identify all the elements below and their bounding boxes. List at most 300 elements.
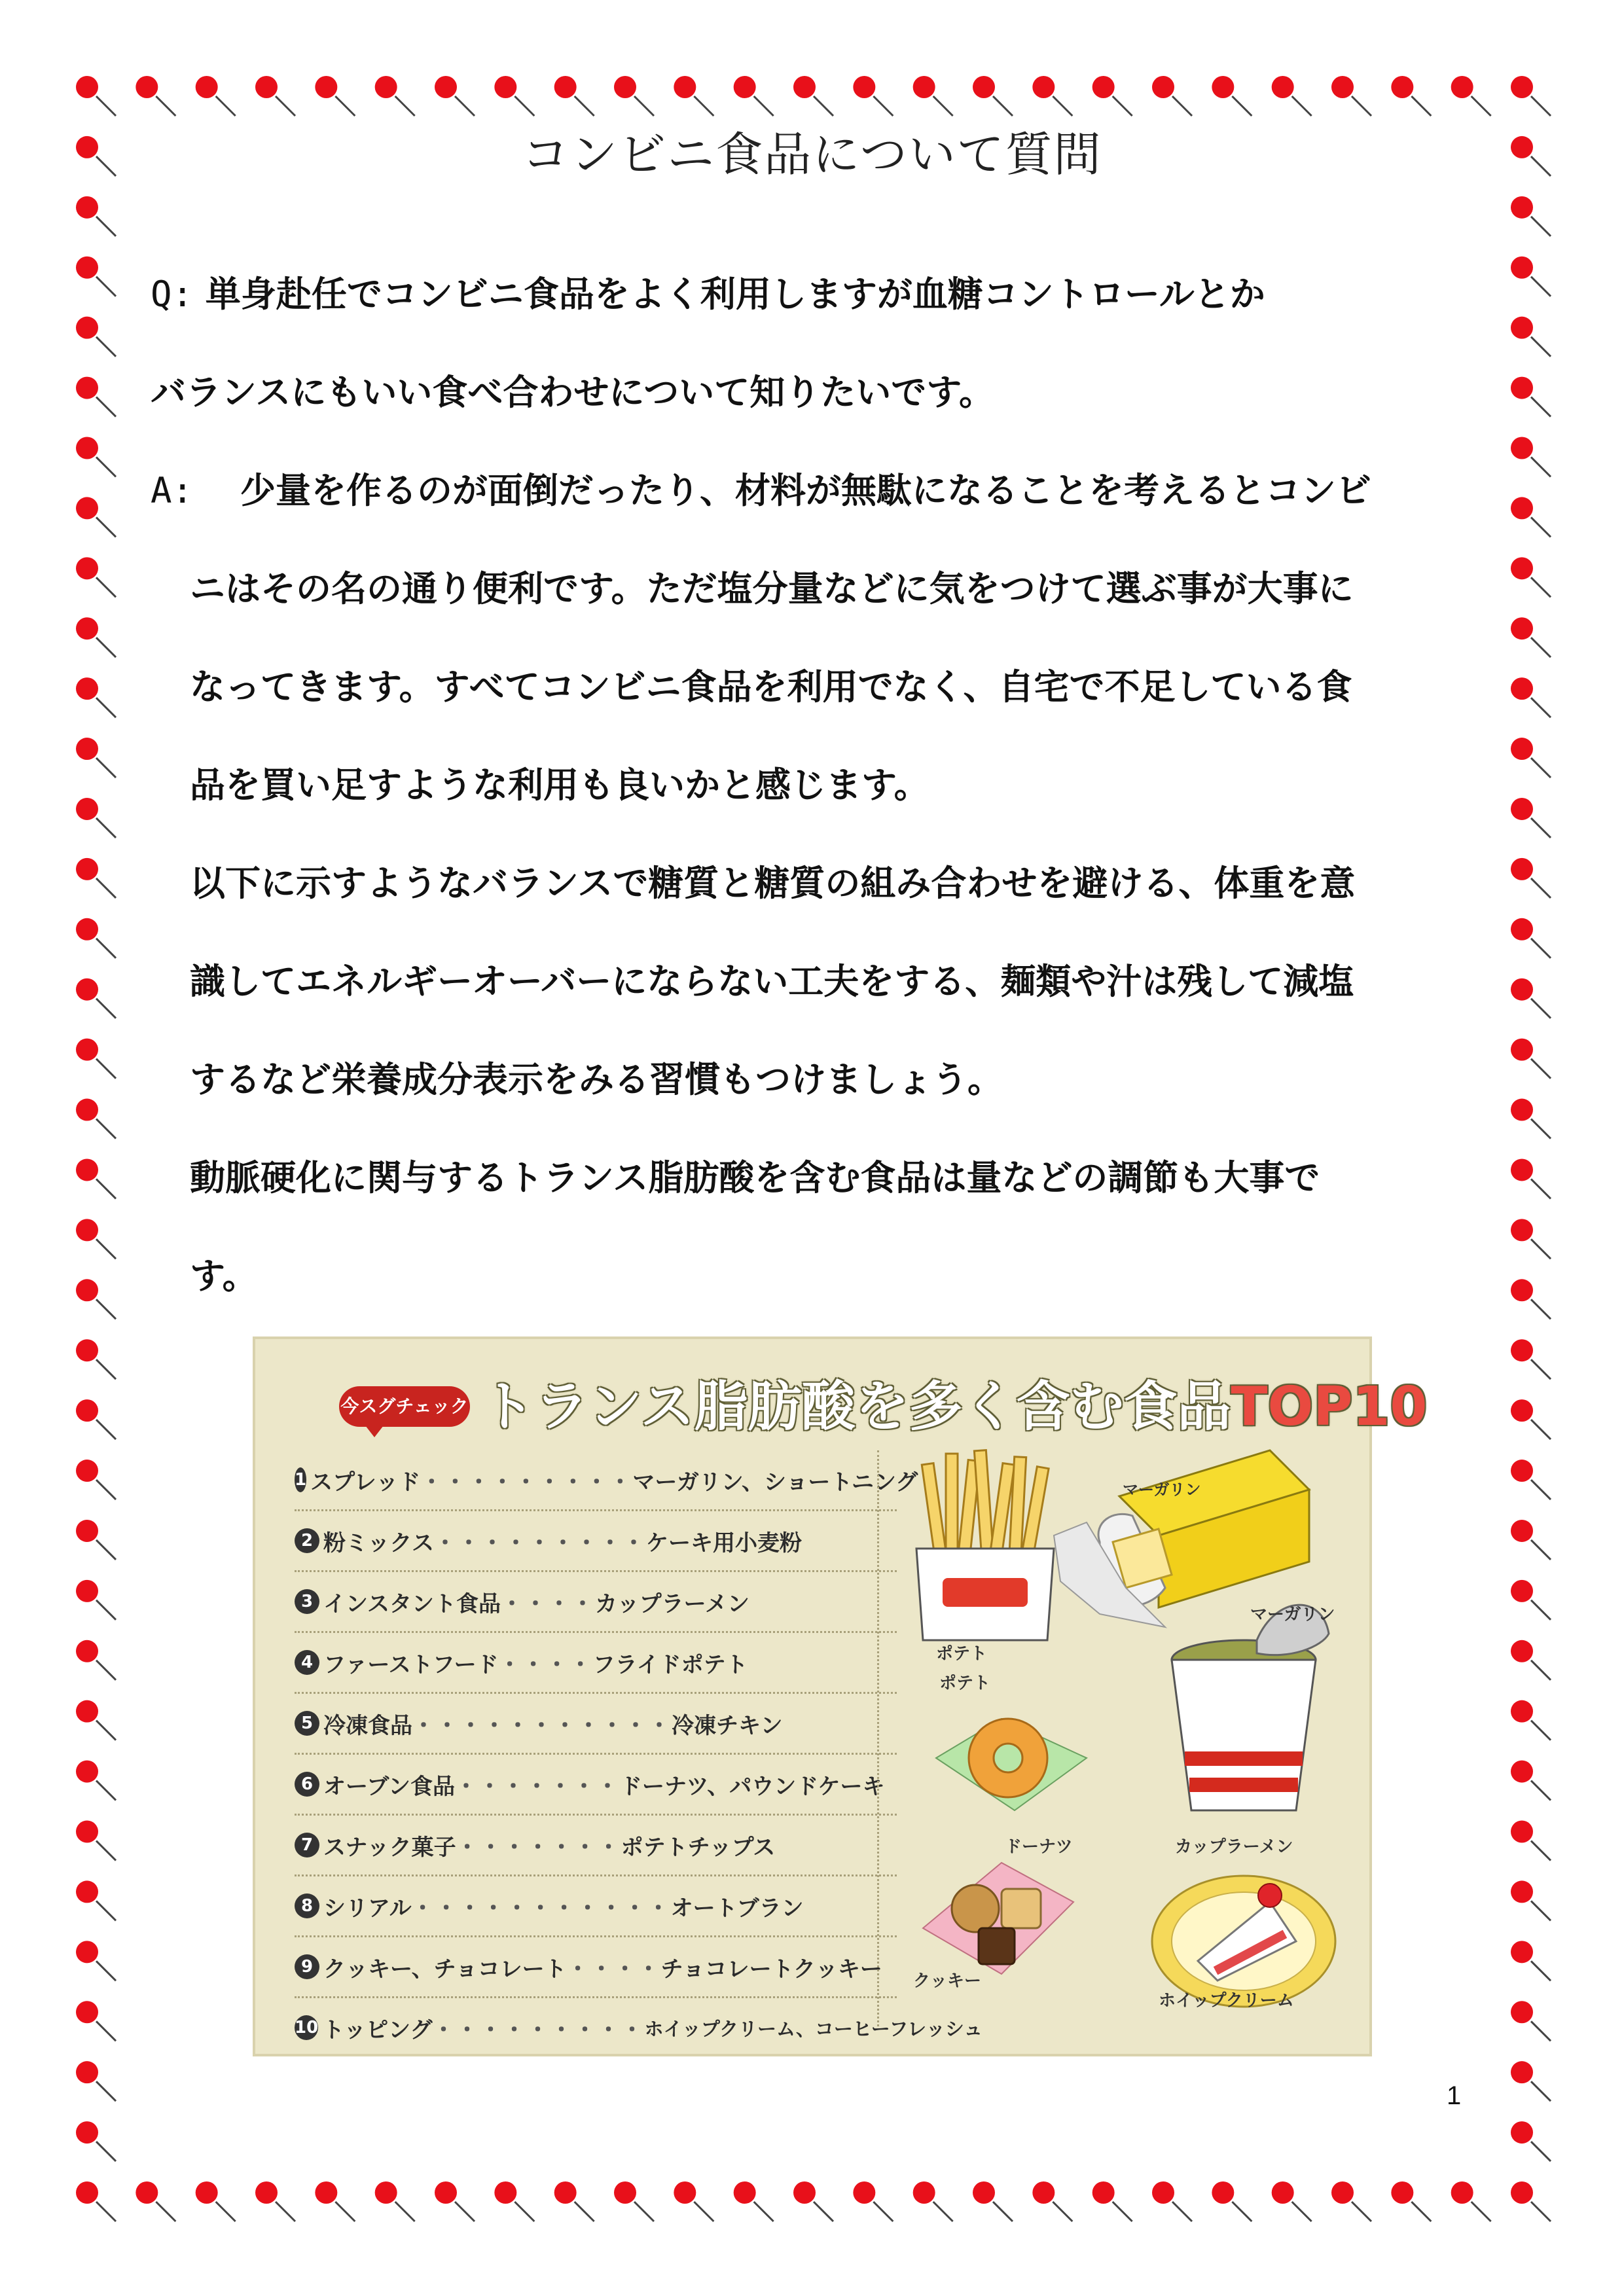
border-dot [76,377,98,399]
border-dash [1531,217,1551,236]
ranking-row [295,1755,897,1816]
border-dash [96,1059,116,1079]
border-dash [1411,96,1431,116]
border-dot [76,2061,98,2083]
ranking-row [295,1876,897,1937]
border-dot [913,2181,935,2204]
border-dot [76,617,98,639]
border-dash [1531,517,1551,537]
border-dot [76,1941,98,1963]
border-dash [1352,96,1371,116]
border-dash [96,999,116,1018]
border-dot [1511,196,1533,219]
border-dot [76,1158,98,1181]
rank-foods: フライドポテト [592,1651,748,1678]
border-dot [853,2181,875,2204]
rank-foods: ポテトチップス [621,1834,776,1861]
border-dash [1531,397,1551,417]
border-dot [1511,1520,1533,1542]
border-dash [216,2202,236,2221]
trans-fat-infographic [253,1336,1428,2056]
border-dash [1531,1600,1551,1620]
border-dot [1212,2181,1234,2204]
border-dot [135,2181,158,2204]
rank-category: トッピング [322,2017,433,2043]
border-dash [96,818,116,838]
answer-text-6: 識してエネルギーオーバーにならない工夫をする、麺類や汁は残して減塩 [190,961,1354,1002]
border-dot [1511,557,1533,579]
rank-category: インスタント食品 [323,1590,501,1617]
border-dot [793,2181,816,2204]
border-dot [734,2181,756,2204]
border-dash [276,2202,295,2221]
border-dot [76,1039,98,1061]
border-dash [1531,1961,1551,1981]
border-dash [1531,96,1551,116]
border-dash [754,2202,774,2221]
border-dot [1511,1279,1533,1301]
rank-number: 7 [295,1833,319,1857]
rank-number: 3 [295,1589,319,1614]
border-dash [634,2202,654,2221]
border-dash [1531,1059,1551,1079]
border-dash [1531,2142,1551,2161]
border-dash [96,457,116,476]
border-dash [1531,1721,1551,1740]
border-dash [1531,878,1551,898]
ranking-list [295,1450,983,2057]
answer-text-5: 以下に示すようなバランスで糖質と糖質の組み合わせを避ける、体重を意 [190,863,1356,904]
ranking-row [295,1998,983,2057]
answer-text-1: 少量を作るのが面倒だったり、材料が無駄になることを考えるとコンビ [240,470,1372,511]
border-dash [156,96,175,116]
border-dash [1053,96,1072,116]
border-dot [76,1099,98,1121]
question-text-1: 単身赴任でコンビニ食品をよく利用しますが血糖コントロールとか [205,274,1265,315]
rank-category: 粉ミックス [323,1530,434,1556]
border-dash [1352,2202,1371,2221]
border-dash [276,96,295,116]
border-dot [1511,1700,1533,1723]
border-dash [96,1299,116,1319]
border-dash [96,217,116,236]
rank-category: スナック菓子 [323,1834,456,1861]
border-dash [96,1480,116,1499]
border-dash [96,1961,116,1981]
border-dot [1511,1099,1533,1121]
rank-leader: ・・・・・・・・・ [433,1530,646,1556]
border-dash [1292,96,1312,116]
border-dot [76,1821,98,1843]
border-dash [96,698,116,717]
rank-number: 9 [295,1954,319,1979]
border-dash [96,1841,116,1861]
border-dot [913,76,935,98]
border-dot [76,196,98,219]
border-dash [96,2021,116,2041]
border-dot [1092,2181,1115,2204]
border-dot [674,2181,696,2204]
infographic-title [481,1364,1427,1441]
border-dash [96,878,116,898]
border-dash [1531,1239,1551,1259]
rank-number: 2 [295,1528,319,1553]
border-dash [575,2202,594,2221]
rank-foods: 冷凍チキン [672,1712,783,1739]
question-text-2: バランスにもいい食べ合わせについて知りたいです。 [151,372,994,413]
border-dash [1113,96,1132,116]
border-dash [335,96,355,116]
border-dash [395,96,415,116]
border-dot [1511,798,1533,820]
border-dash [1531,1480,1551,1499]
border-dot [1511,2181,1533,2204]
rank-number: 5 [295,1711,319,1736]
rank-foods: オートブラン [670,1895,804,1922]
ranking-row [295,1816,897,1876]
caption-potato-bag: ポテト [936,1644,988,1664]
border-dot [1511,1580,1533,1602]
border-dot [1152,2181,1174,2204]
ranking-row [295,1633,897,1694]
border-dot [76,978,98,1001]
rank-foods: ホイップクリーム、コーヒーフレッシュ [644,2017,983,2040]
border-dot [1152,76,1174,98]
border-dot [1451,76,1473,98]
border-dash [1531,2021,1551,2041]
border-dot [76,2001,98,2023]
border-dash [96,1239,116,1259]
border-dot [1511,738,1533,760]
rank-foods: カップラーメン [594,1590,749,1617]
donut-illustration [936,1719,1087,1810]
rank-leader: ・・・・・・・・・ [420,1469,633,1496]
border-dot [1451,2181,1473,2204]
answer-text-4: 品を買い足すような利用も良いかと感じます。 [190,764,929,806]
border-dot [1032,76,1055,98]
border-dash [96,337,116,357]
border-dash [96,577,116,597]
border-dash [1531,758,1551,778]
border-dot [196,2181,218,2204]
border-dash [1053,2202,1072,2221]
border-dash [96,1781,116,1801]
rank-category: シリアル [323,1895,412,1922]
rank-leader: ・・・・ [498,1651,593,1678]
border-dash [1531,1299,1551,1319]
rank-leader: ・・・・ [500,1590,595,1617]
border-dash [96,277,116,296]
answer-text-8: 動脈硬化に関与するトランス脂肪酸を含む食品は量などの調節も大事で [190,1157,1320,1198]
rank-number: 4 [295,1650,319,1675]
border-dot [494,2181,516,2204]
border-dash [873,2202,893,2221]
border-dot [435,2181,457,2204]
border-dot [1272,76,1294,98]
rank-foods: ケーキ用小麦粉 [645,1530,802,1556]
border-dot [76,1339,98,1361]
border-dot [76,1460,98,1482]
border-dot [76,317,98,339]
fries-illustration [916,1450,1054,1640]
border-dash [694,96,713,116]
border-dash [754,96,774,116]
rank-category: クッキー、チョコレート [323,1956,567,1982]
border-dash [694,2202,713,2221]
rank-leader: ・・・・・・・ [456,1834,621,1861]
border-dot [1331,2181,1354,2204]
rank-number: 10 [295,2015,318,2040]
border-dot [375,76,397,98]
rank-category: 冷凍食品 [323,1712,412,1739]
caption-margarine: マーガリン [1250,1605,1335,1624]
rank-foods: チョコレートクッキー [660,1956,882,1982]
check-now-badge: 今スグチェック [339,1386,470,1427]
border-dot [1511,858,1533,880]
border-dot [76,1399,98,1422]
ranking-row [295,1450,918,1511]
border-dash [993,2202,1013,2221]
border-dash [96,2142,116,2161]
border-dash [96,2081,116,2101]
border-dash [1471,96,1491,116]
border-dash [1471,2202,1491,2221]
border-dot [1511,918,1533,941]
page-title: コンビニ食品について質問 [522,127,1102,182]
border-dash [1531,1841,1551,1861]
border-dash [455,96,475,116]
border-dot [76,1640,98,1662]
border-dash [1531,337,1551,357]
border-dot [674,76,696,98]
border-dot [1511,317,1533,339]
border-dot [1511,978,1533,1001]
border-dash [1531,1119,1551,1139]
rank-category: オーブン食品 [323,1773,455,1800]
border-dot [1032,2181,1055,2204]
border-dot [435,76,457,98]
border-dot [76,1700,98,1723]
border-dash [1531,1901,1551,1920]
border-dot [973,2181,995,2204]
border-dot [1511,1761,1533,1783]
border-dot [1511,1158,1533,1181]
border-dash [933,2202,953,2221]
border-dot [1511,1821,1533,1843]
border-dot [76,437,98,459]
border-dash [814,2202,833,2221]
border-dash [514,96,534,116]
border-dot [76,918,98,941]
cookies-illustration [923,1863,1074,1974]
border-dash [1531,1179,1551,1198]
answer-text-2: ニはその名の通り便利です。ただ塩分量などに気をつけて選ぶ事が大事に [190,568,1354,609]
border-dot [76,257,98,279]
border-dash [96,1179,116,1198]
rank-leader: ・・・・・・・ [454,1773,620,1800]
border-dash [96,1359,116,1379]
border-dash [96,939,116,958]
border-dot [734,76,756,98]
border-dot [255,2181,278,2204]
caption-potato: ポテト [939,1674,991,1693]
border-dot [1511,1219,1533,1241]
border-dash [1531,1540,1551,1560]
border-dash [933,96,953,116]
ranking-row [295,1937,897,1998]
border-dash [1531,1660,1551,1680]
border-dash [96,1901,116,1920]
border-dot [76,1761,98,1783]
rank-leader: ・・・・・・・・・・・ [411,1895,671,1922]
border-dash [1531,1781,1551,1801]
answer-text-7: するなど栄養成分表示をみる習慣もつけましょう。 [190,1059,1003,1100]
cup-ramen-illustration [1172,1605,1329,1810]
border-dot [76,677,98,700]
border-dot [315,76,337,98]
border-dot [76,858,98,880]
border-dot [255,76,278,98]
border-dash [395,2202,415,2221]
border-dot [76,798,98,820]
rank-number: 8 [295,1893,319,1918]
border-dot [315,2181,337,2204]
border-dash [455,2202,475,2221]
ranking-row [295,1572,897,1633]
border-dot [1511,1339,1533,1361]
border-dot [1391,2181,1413,2204]
question-line-1 [151,272,1265,317]
rank-category: ファーストフード [323,1651,499,1678]
food-illustrations [903,1444,1362,2046]
caption-whipped-cream: ホイップクリーム [1159,1991,1294,2011]
border-dash [96,1540,116,1560]
border-dash [335,2202,355,2221]
infographic-title-main: トランス脂肪酸を多く含む食品 [481,1376,1231,1438]
border-dot [1511,2001,1533,2023]
border-dash [1531,939,1551,958]
rank-leader: ・・・・・・・・・・・ [412,1712,672,1739]
rank-number: 6 [295,1772,319,1797]
border-dot [1511,437,1533,459]
border-dash [1531,698,1551,717]
border-dash [96,1600,116,1620]
border-dash [1172,2202,1192,2221]
border-dash [96,2202,116,2221]
border-dot [76,1880,98,1903]
caption-cookie: クッキー [913,1971,982,1991]
answer-prefix: A: [151,470,194,511]
border-dash [1531,818,1551,838]
border-dot [1511,377,1533,399]
border-dash [1411,2202,1431,2221]
border-dot [1272,2181,1294,2204]
border-dot [554,2181,577,2204]
border-dot [494,76,516,98]
border-dash [1531,457,1551,476]
border-dash [814,96,833,116]
border-dot [76,2181,98,2204]
border-dash [634,96,654,116]
border-dot [76,1219,98,1241]
border-dot [614,76,636,98]
border-dash [96,1660,116,1680]
border-dot [76,1580,98,1602]
border-dot [1511,1460,1533,1482]
border-dot [76,738,98,760]
border-dot [1511,257,1533,279]
border-dash [1531,1359,1551,1379]
border-dash [1232,96,1252,116]
border-dash [1531,1420,1551,1439]
border-dot [135,76,158,98]
border-dash [96,1420,116,1439]
border-dash [1531,637,1551,657]
border-dash [1292,2202,1312,2221]
caption-margarine-box: マーガリン [1123,1480,1201,1499]
border-dot [375,2181,397,2204]
border-dot [1511,2121,1533,2144]
border-dot [76,2121,98,2144]
rank-leader: ・・・・・・・・・ [432,2017,645,2043]
border-dash [514,2202,534,2221]
border-dot [1511,1640,1533,1662]
rank-number: 1 [295,1467,306,1492]
border-dash [993,96,1013,116]
border-dash [1531,2081,1551,2101]
border-dash [96,1119,116,1139]
border-dot [76,497,98,519]
border-dot [1511,617,1533,639]
rank-foods: マーガリン、ショートニング [632,1469,918,1496]
border-dash [96,758,116,778]
border-dot [76,557,98,579]
border-dot [1391,76,1413,98]
border-dash [1531,577,1551,597]
column-divider [877,1450,879,2026]
border-dot [196,76,218,98]
border-dot [853,76,875,98]
rank-foods: ドーナツ、パウンドケーキ [619,1773,885,1800]
border-dot [1511,1399,1533,1422]
answer-text-9: す。 [190,1255,258,1297]
border-dash [873,96,893,116]
border-dot [1212,76,1234,98]
caption-donut: ドーナツ [1005,1837,1073,1857]
border-dot [1511,2061,1533,2083]
border-dash [96,96,116,116]
caption-cup-ramen: カップラーメン [1175,1837,1293,1857]
border-dash [1531,2202,1551,2221]
border-dash [1232,2202,1252,2221]
border-dot [793,76,816,98]
border-dash [156,2202,175,2221]
border-dash [96,637,116,657]
border-dot [554,76,577,98]
border-dash [575,96,594,116]
border-dash [96,517,116,537]
border-dot [76,76,98,98]
border-dash [1531,277,1551,296]
border-dash [1172,96,1192,116]
question-prefix: Q: [151,274,194,315]
border-dot [1511,1880,1533,1903]
border-dash [216,96,236,116]
answer-text-3: なってきます。すべてコンビニ食品を利用でなく、自宅で不足している食 [190,666,1352,708]
border-dot [76,1520,98,1542]
border-dot [1511,497,1533,519]
border-dash [96,1721,116,1740]
